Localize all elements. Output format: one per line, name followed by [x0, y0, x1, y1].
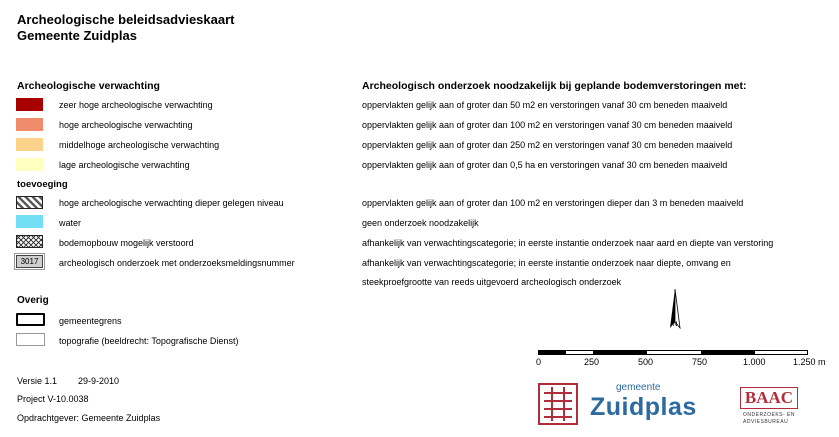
legend-item-label: gemeentegrens: [59, 316, 122, 326]
legend-item-label: middelhoge archeologische verwachting: [59, 140, 220, 150]
research-rule: oppervlakten gelijk aan of groter dan 0,5 ha en verstoringen vanaf 30 cm beneden maaiveld: [362, 160, 728, 170]
topography-icon: [16, 333, 45, 346]
baac-line2: ADVIESBUREAU: [743, 419, 789, 425]
research-rule: oppervlakten gelijk aan of groter dan 250 m2 en verstoringen vanaf 30 cm beneden maaiveld: [362, 140, 733, 150]
scale-tick-label: 250: [584, 357, 600, 367]
date: 29-9-2010: [78, 376, 120, 386]
legend-item-label: hoge archeologische verwachting: [59, 120, 193, 130]
legend-heading: Archeologische verwachting: [17, 80, 160, 92]
report-number-badge: 3017: [16, 255, 43, 268]
addition-heading: toevoeging: [17, 179, 68, 190]
legend-item-label: topografie (beeldrecht: Topografische Dienst): [59, 336, 239, 346]
map-title: Archeologische beleidsadvieskaart: [17, 12, 235, 27]
water-swatch: [16, 215, 43, 228]
scale-tick-label: 750: [692, 357, 708, 367]
research-rule: steekproefgrootte van reeds uitgevoerd archeologisch onderzoek: [362, 277, 622, 287]
research-rule: oppervlakten gelijk aan of groter dan 50 m2 en verstoringen vanaf 30 cm beneden maaiveld: [362, 100, 728, 110]
research-heading: Archeologisch onderzoek noodzakelijk bij geplande bodemverstoringen met:: [362, 80, 747, 92]
version: Versie 1.1: [17, 376, 58, 386]
legend-item-label: lage archeologische verwachting: [59, 160, 190, 170]
project-number: Project V-10.0038: [17, 394, 89, 404]
zuidplas-logo: [538, 382, 728, 426]
swatch-high: [16, 118, 43, 131]
swatch-medium-high: [16, 138, 43, 151]
legend-item-label: hoge archeologische verwachting dieper gelegen niveau: [59, 198, 284, 208]
zuidplas-emblem-icon: [538, 383, 578, 425]
scale-tick-label: 1.250 m: [793, 357, 826, 367]
crosshatch-icon: [16, 235, 43, 248]
scale-bar: [538, 350, 808, 355]
north-arrow-icon: [664, 288, 686, 340]
diagonal-hatch-icon: [16, 196, 43, 209]
legend-item-label: zeer hoge archeologische verwachting: [59, 100, 213, 110]
research-rule: oppervlakten gelijk aan of groter dan 100 m2 en verstoringen vanaf 30 cm beneden maaiveld: [362, 120, 733, 130]
zuidplas-big: Zuidplas: [590, 393, 697, 421]
swatch-very-high: [16, 98, 43, 111]
legend-item-label: water: [59, 218, 82, 228]
client: Opdrachtgever: Gemeente Zuidplas: [17, 413, 161, 423]
municipal-border-icon: [16, 313, 45, 326]
scale-tick-label: 1.000: [743, 357, 766, 367]
research-rule: oppervlakten gelijk aan of groter dan 100 m2 en verstoringen dieper dan 3 m beneden maaiveld: [362, 198, 744, 208]
legend-item-label: bodemopbouw mogelijk verstoord: [59, 238, 194, 248]
swatch-low: [16, 158, 43, 171]
baac-line1: ONDERZOEKS- EN: [743, 412, 796, 418]
scale-tick-label: 0: [536, 357, 542, 367]
baac-logo: [740, 387, 800, 427]
map-subtitle: Gemeente Zuidplas: [17, 28, 137, 43]
other-heading: Overig: [17, 295, 49, 306]
north-label: N: [672, 321, 678, 328]
scale-tick-label: 500: [638, 357, 654, 367]
baac-name: BAAC: [740, 387, 798, 409]
research-rule: afhankelijk van verwachtingscategorie; in eerste instantie onderzoek naar diepte, omvang en: [362, 258, 731, 268]
zuidplas-small: gemeente: [616, 382, 661, 393]
legend-item-label: archeologisch onderzoek met onderzoeksmeldingsnummer: [59, 258, 295, 268]
research-rule: geen onderzoek noodzakelijk: [362, 218, 479, 228]
research-rule: afhankelijk van verwachtingscategorie; in eerste instantie onderzoek naar aard en diepte van verstoring: [362, 238, 774, 248]
